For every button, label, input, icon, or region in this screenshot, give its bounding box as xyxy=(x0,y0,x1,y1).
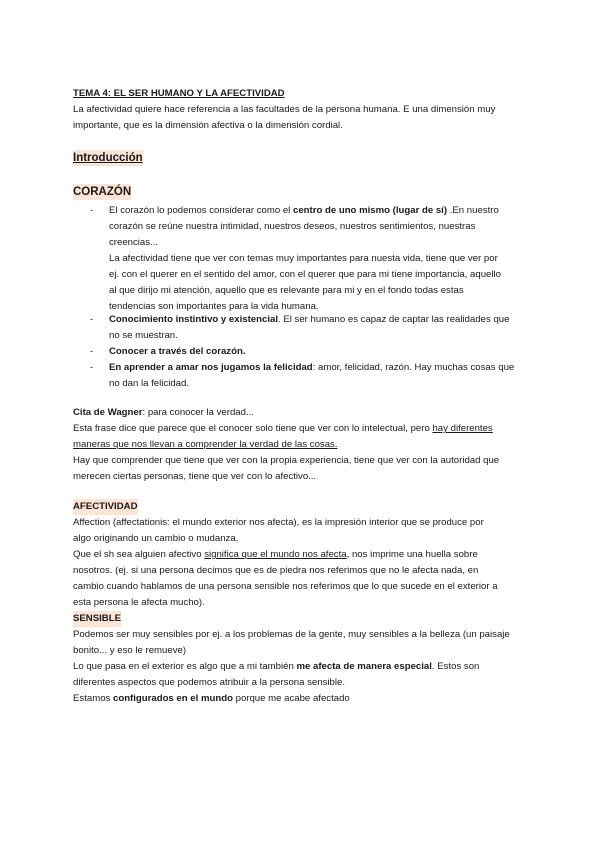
corazon-bullet-1-line-7: tendencias son importantes para la vida humana. xyxy=(109,301,319,312)
bullet-marker: - xyxy=(90,205,94,216)
text: porque me acabe afectado xyxy=(232,693,350,704)
text: : amor, felicidad, razón. Hay muchas cosas que xyxy=(312,362,515,373)
sensible-line-2: bonito... y eso le remueve) xyxy=(73,645,187,656)
afectividad-line-6: esta persona le afecta mucho). xyxy=(73,597,205,608)
corazon-bullet-1-line-6: al que dirijo mi atención, aquello que es relevante para mi y en el fondo todas estas xyxy=(109,285,464,296)
wagner-line-3: maneras que nos llevan a comprender la verdad de las cosas. xyxy=(73,439,338,450)
document-title: TEMA 4: EL SER HUMANO Y LA AFECTIVIDAD xyxy=(73,88,285,99)
heading-corazon: CORAZÓN xyxy=(73,186,132,198)
wagner-line-4: Hay que comprender que tiene que ver con la propia experiencia, tiene que ver con la autoridad que xyxy=(73,455,500,466)
sensible-line-1: Podemos ser muy sensibles por ej. a los problemas de la gente, muy sensibles a la belleza (un paisaje xyxy=(73,629,510,640)
bold-text: Conocimiento instintivo y existencial xyxy=(109,314,278,325)
text: : para conocer la verdad... xyxy=(142,407,254,418)
heading-afectividad: AFECTIVIDAD xyxy=(73,499,138,515)
text: Estamos xyxy=(73,693,113,704)
bold-text: En aprender a amar nos jugamos la felicidad xyxy=(109,362,313,373)
text: Esta frase dice que parece que el conocer solo tiene que ver con lo intelectual, pero xyxy=(73,423,433,434)
bullet-marker: - xyxy=(90,362,94,373)
heading-introduccion: Introducción xyxy=(73,152,143,164)
text: El corazón lo podemos considerar como el xyxy=(109,205,293,216)
sensible-line-4: diferentes aspectos que podemos atribuir a la persona sensible. xyxy=(73,677,345,688)
underlined-text: hay diferentes xyxy=(432,423,493,434)
afectividad-line-5: cambio cuando hablamos de una persona sensible nos referimos que lo que sucede en el exterior a xyxy=(73,581,498,592)
corazon-bullet-1-line-2: corazón se reúne nuestra intimidad, nuestros deseos, nuestros sentimientos, nuestras xyxy=(109,221,476,232)
afectividad-line-2: algo originando un cambio o mudanza. xyxy=(73,533,239,544)
sensible-line-5 xyxy=(73,691,350,707)
corazon-bullet-3: Conocer a través del corazón. xyxy=(109,346,246,357)
text: , nos imprime una huella sobre xyxy=(346,549,478,560)
corazon-bullet-2-line-2: no se muestran. xyxy=(109,330,178,341)
corazon-bullet-4 xyxy=(109,360,514,376)
intro-line-1: La afectividad quiere hace referencia a las facultades de la persona humana. E una dimensión muy xyxy=(73,104,496,115)
sensible-line-3 xyxy=(73,659,479,675)
afectividad-line-4: nosotros. (ej. si una persona decimos que es de piedra nos referimos que no le afecta nada, en xyxy=(73,565,479,576)
wagner-line-1 xyxy=(73,405,254,421)
text: Lo que pasa en el exterior es algo que a mi también xyxy=(73,661,297,672)
text: Que el sh sea alguien afectivo xyxy=(73,549,205,560)
corazon-bullet-4-line-2: no dan la felicidad. xyxy=(109,378,190,389)
corazon-bullet-1-line-4: La afectividad tiene que ver con temas muy importantes para nuesta vida, tiene que ver por xyxy=(109,253,498,264)
text: .En nuestro xyxy=(447,205,499,216)
corazon-bullet-1-line-5: ej. con el querer en el sentido del amor, con el querer que para mi tiene importancia, aquello xyxy=(109,269,501,280)
underlined-text: significa que el mundo nos afecta xyxy=(204,549,347,560)
text: . El ser humano es capaz de captar las realidades que xyxy=(278,314,510,325)
wagner-line-5: merecen ciertas personas, tiene que ver con lo afectivo... xyxy=(73,471,317,482)
bold-text: centro de uno mismo (lugar de sí) xyxy=(292,205,448,216)
bullet-marker: - xyxy=(90,346,94,357)
bold-text: me afecta de manera especial xyxy=(296,661,432,672)
bold-text: Cita de Wagner xyxy=(73,407,143,418)
text: . Estos son xyxy=(431,661,480,672)
wagner-line-2 xyxy=(73,421,493,437)
corazon-bullet-1 xyxy=(109,203,499,219)
intro-line-2: importante, que es la dimensión afectiva o la dimensión cordial. xyxy=(73,120,343,131)
afectividad-line-1: Affection (affectationis: el mundo exterior nos afecta), es la impresión interior que se produce por xyxy=(73,517,484,528)
afectividad-line-3 xyxy=(73,547,478,563)
bullet-marker: - xyxy=(90,314,94,325)
corazon-bullet-2 xyxy=(109,312,509,328)
heading-sensible: SENSIBLE xyxy=(73,611,121,627)
corazon-bullet-1-line-3: creencias... xyxy=(109,237,159,248)
bold-text: configurados en el mundo xyxy=(113,693,233,704)
